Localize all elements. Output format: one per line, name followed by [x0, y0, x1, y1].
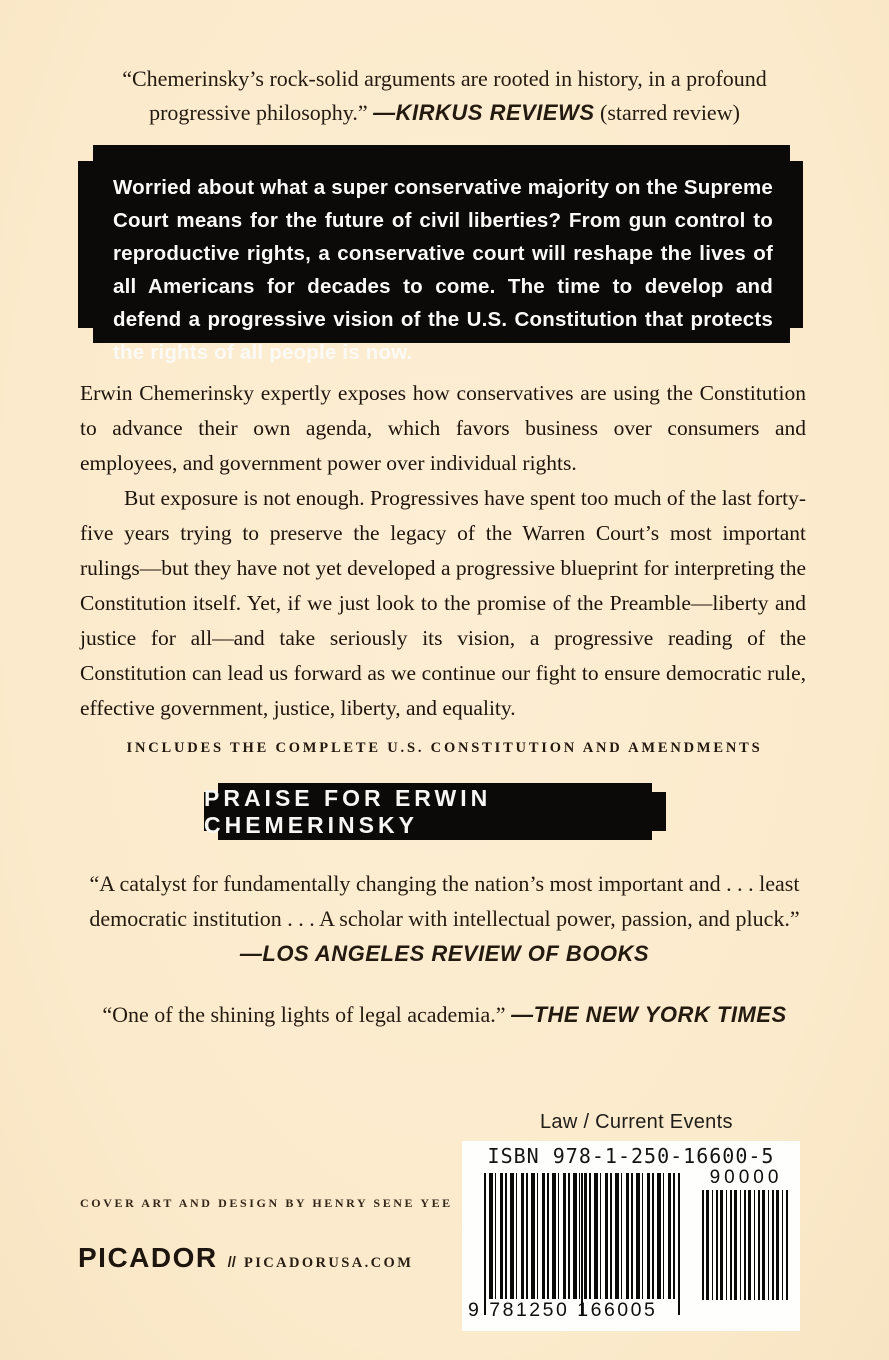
blurb-box-front-panel: [78, 161, 803, 364]
publisher-line: [78, 1242, 413, 1274]
barcode-number-line: 9 781250 166005: [468, 1299, 658, 1321]
category-label: Law / Current Events: [540, 1111, 733, 1133]
publisher-separator: //: [227, 1254, 236, 1271]
barcode-guard-center: [581, 1173, 583, 1315]
kirkus-starred-note: (starred review): [594, 100, 740, 125]
ean-barcode: [462, 1141, 800, 1331]
la-review-quote: [62, 866, 827, 971]
includes-note: INCLUDES THE COMPLETE U.S. CONSTITUTION AND AMENDMENTS: [126, 740, 763, 756]
body-copy: [80, 376, 806, 726]
barcode-supplement-bars: [702, 1190, 790, 1300]
isbn-label: ISBN 978-1-250-16600-5: [487, 1144, 775, 1168]
la-review-quote-text: “A catalyst for fundamentally changing the nation’s most important and . . . least democratic institution . . . A scholar with intellectual power, passion, and pluck.”: [89, 871, 800, 931]
body-paragraph-2: But exposure is not enough. Progressives have spent too much of the last forty-five years trying to preserve the legacy of the Warren Court’s most important rulings—but they have not yet developed a progressive blueprint for interpreting the Constitution itself. Yet, if we just look to the promise of the Preamble—liberty and justice for all—and take seriously its vision, a progressive reading of the Constitution can lead us forward as we continue our fight to ensure democratic rule, effective government, justice, liberty, and equality.: [80, 486, 806, 720]
barcode-price-code: 90000: [709, 1167, 783, 1188]
barcode-guard-right: [678, 1173, 680, 1315]
kirkus-attribution: —KIRKUS REVIEWS: [373, 100, 595, 125]
marketing-blurb-box: [78, 145, 803, 364]
praise-header-bar: [204, 783, 666, 840]
kirkus-quote-text: “Chemerinsky’s rock-solid arguments are rooted in history, in a profound progressive philosophy.”: [122, 66, 767, 125]
nyt-quote: [62, 998, 827, 1032]
nyt-attribution: —THE NEW YORK TIMES: [511, 1002, 787, 1027]
la-review-attribution: —LOS ANGELES REVIEW OF BOOKS: [239, 941, 650, 966]
kirkus-review-quote: [70, 62, 819, 130]
publisher-website: PICADORUSA.COM: [243, 1255, 414, 1271]
barcode-guard-left: [484, 1173, 486, 1315]
nyt-quote-text: “One of the shining lights of legal academia.”: [102, 1002, 512, 1027]
publisher-logo: PICADOR: [78, 1242, 218, 1273]
praise-bar-label: PRAISE FOR ERWIN CHEMERINSKY: [204, 784, 492, 838]
marketing-blurb-text: Worried about what a super conservative majority on the Supreme Court means for the future of civil liberties? From gun control to reproductive rights, a conservative court will reshape the lives of all Americans for decades to come. The time to develop and defend a progressive vision of the U.S. Constitution that protects the rights of all people is now.: [113, 176, 773, 364]
cover-art-credit: COVER ART AND DESIGN BY HENRY SENE YEE: [80, 1196, 453, 1210]
body-paragraph-1: Erwin Chemerinsky expertly exposes how conservatives are using the Constitution to advance their own agenda, which favors business over consumers and employees, and government power over individual rights.: [80, 381, 806, 475]
